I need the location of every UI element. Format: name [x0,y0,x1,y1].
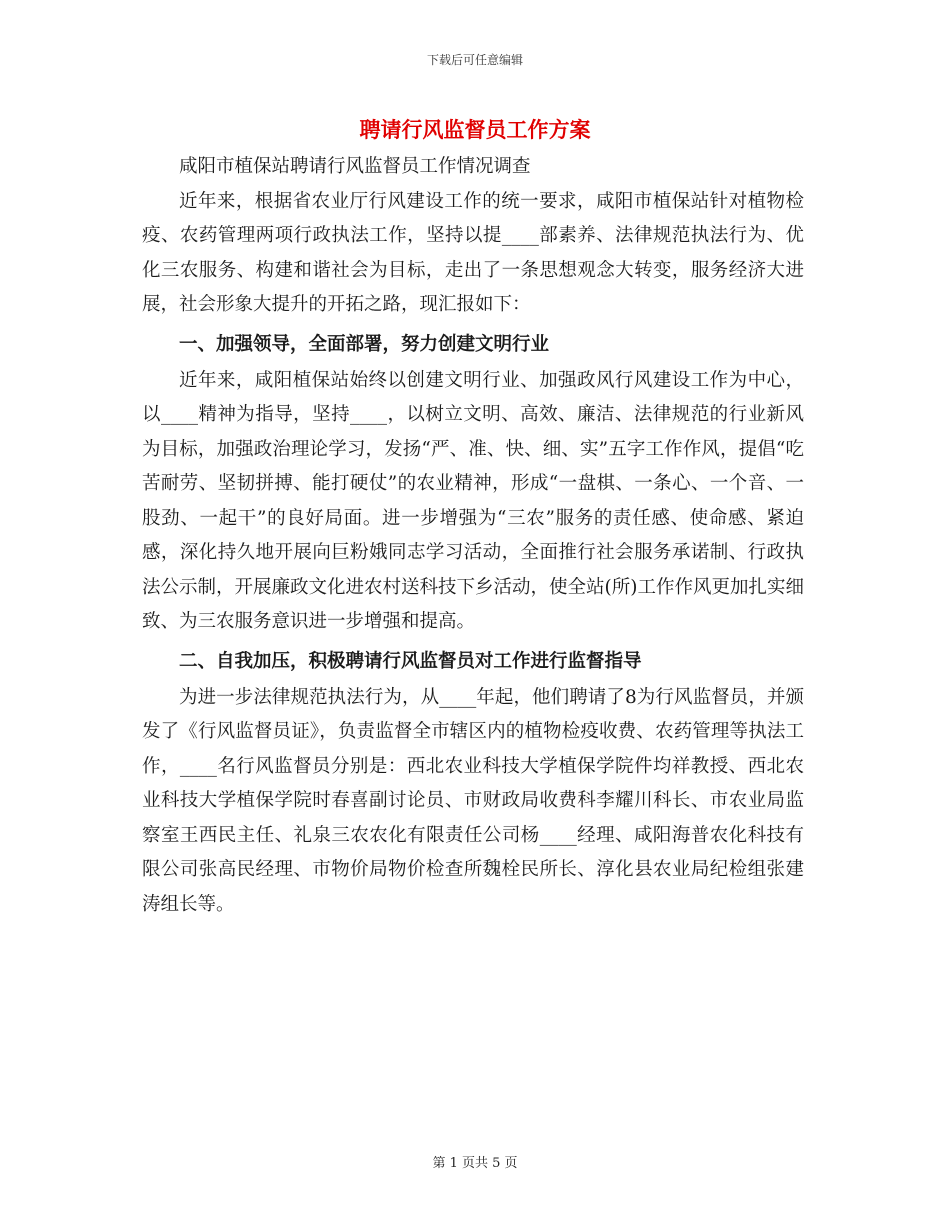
document-title: 聘请行风监督员工作方案 [359,117,591,142]
section-2-paragraph: 为进一步法律规范执法行为，从____年起，他们聘请了8为行风监督员，并颁发了《行风监督员证》，负责监督全市辖区内的植物检疫收费、农药管理等执法工作，____名行风监督员分别是：西北农业科技大学植保学院件均祥教授、西北农业科技大学植保学院时春喜副讨论员、市财政局收费科李耀川科长、市农业局监察室王西民主任、礼泉三农农化有限责任公司杨____经理、咸阳海普农化科技有限公司张高民经理、市物价局物价检查所魏栓民所长、淳化县农业局纪检组张建涛组长等。 [142,686,804,915]
document-body [142,150,804,922]
intro-paragraph: 近年来，根据省农业厅行风建设工作的统一要求，咸阳市植保站针对植物检疫、农药管理两项行政执法工作，坚持以提____部素养、法律规范执法行为、优化三农服务、构建和谐社会为目标，走出了一条思想观念大转变，服务经济大进展，社会形象大提升的开拓之路，现汇报如下： [142,190,804,315]
page-footer: 第 1 页共 5 页 [432,1156,518,1171]
section-heading-1: 一、加强领导，全面部署，努力创建文明行业 [179,333,550,355]
section-heading-2: 二、自我加压，积极聘请行风监督员对工作进行监督指导 [179,650,642,672]
subtitle-paragraph: 咸阳市植保站聘请行风监督员工作情况调查 [179,156,531,177]
section-1-paragraph: 近年来，咸阳植保站始终以创建文明行业、加强政风行风建设工作为中心，以____精神为指导，坚持____，以树立文明、高效、廉洁、法律规范的行业新风为目标，加强政治理论学习，发扬“严、准、快、细、实”五字工作作风，提倡“吃苦耐劳、坚韧拼搏、能打硬仗”的农业精神，形成“一盘棋、一条心、一个音、一股劲、一起干”的良好局面。进一步增强为“三农”服务的责任感、使命感、紧迫感，深化持久地开展向巨粉娥同志学习活动，全面推行社会服务承诺制、行政执法公示制，开展廉政文化进农村送科技下乡活动，使全站(所)工作作风更加扎实细致、为三农服务意识进一步增强和提高。 [142,369,804,632]
header-note: 下载后可任意编辑 [426,53,523,67]
